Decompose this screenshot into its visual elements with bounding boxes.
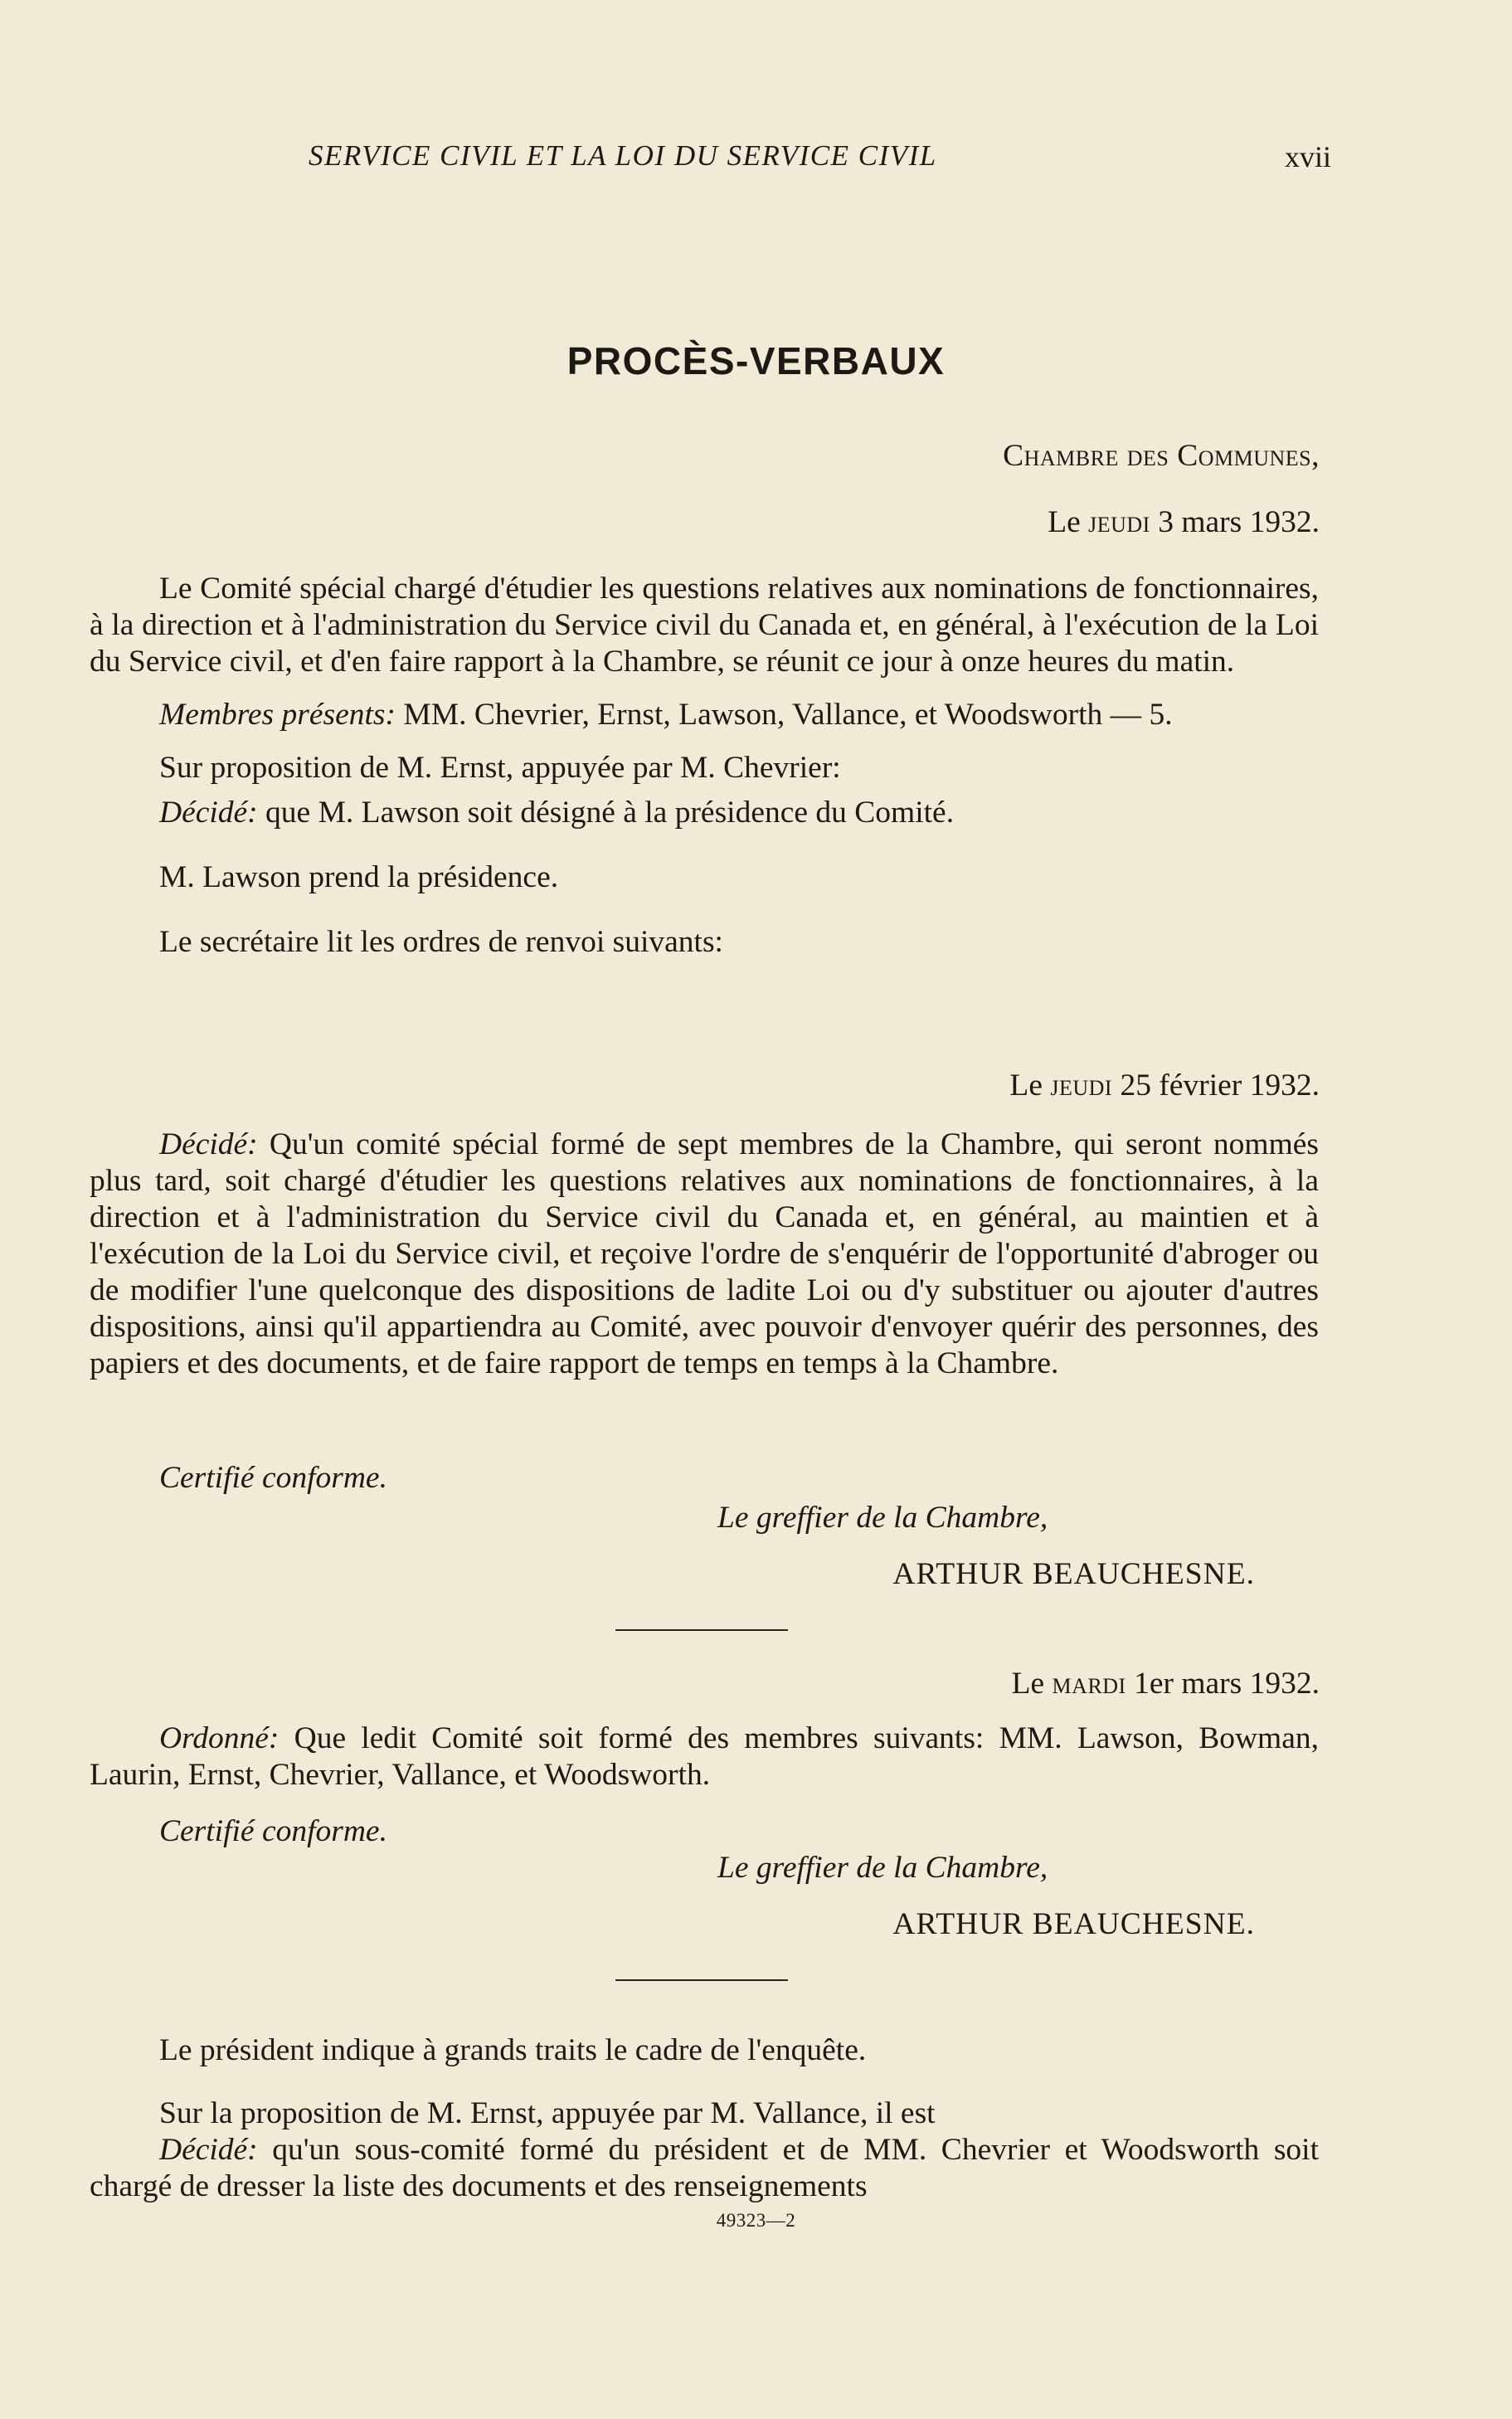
- place-line: Chambre des Communes,: [1003, 439, 1320, 473]
- date-weekday: mardi: [1052, 1667, 1126, 1701]
- president-line: Le président indique à grands traits le cadre de l'enquête.: [159, 2033, 867, 2067]
- date-rest: 3 mars 1932.: [1158, 505, 1320, 539]
- date-prefix: Le: [1011, 1667, 1045, 1701]
- ordered-label: Ordonné:: [159, 1721, 280, 1755]
- page-title: PROCÈS-VERBAUX: [566, 339, 946, 382]
- members-label: Membres présents:: [159, 698, 396, 732]
- reference-date: [1009, 1068, 1320, 1103]
- section-divider: [615, 1979, 788, 1981]
- order-text: Que ledit Comité soit formé des membres suivants: MM. Lawson, Bowman, Laurin, Ernst, Chevrier, Vallance, et Woodsworth.: [90, 1721, 1319, 1792]
- running-header-title: SERVICE CIVIL ET LA LOI DU SERVICE CIVIL: [309, 139, 937, 172]
- proposal-line: Sur la proposition de M. Ernst, appuyée par M. Vallance, il est: [159, 2096, 936, 2130]
- date-prefix: Le: [1048, 505, 1081, 539]
- order-date: [1012, 1666, 1320, 1701]
- print-code: 49323—2: [716, 2210, 796, 2231]
- chair-line: M. Lawson prend la présidence.: [159, 860, 559, 894]
- members-text: MM. Chevrier, Ernst, Lawson, Vallance, et Woodsworth — 5.: [403, 698, 1173, 732]
- page-number: xvii: [1284, 140, 1331, 173]
- clerk-title: Le greffier de la Chambre,: [717, 1501, 1048, 1535]
- final-section: [90, 2032, 1319, 2205]
- decision-line: [90, 795, 1319, 831]
- decide-label: Décidé:: [159, 1127, 258, 1161]
- certified-line: Certifié conforme.: [159, 1814, 387, 1848]
- order-section: [90, 1721, 1319, 1794]
- intro-section: [90, 571, 1319, 961]
- clerk-name: ARTHUR BEAUCHESNE.: [892, 1557, 1255, 1591]
- certified-line: Certifié conforme.: [159, 1461, 387, 1495]
- final-decision-text: qu'un sous-comité formé du président et de MM. Chevrier et Woodsworth soit chargé de dresser la liste des documents et des renseignements: [90, 2133, 1319, 2203]
- members-paragraph: [90, 697, 1319, 733]
- clerk-name: ARTHUR BEAUCHESNE.: [892, 1907, 1255, 1941]
- decide-label: Décidé:: [159, 796, 258, 830]
- date-rest: 25 février 1932.: [1120, 1068, 1320, 1102]
- proposal-line: Sur proposition de M. Ernst, appuyée par M. Chevrier:: [159, 751, 841, 785]
- meeting-date: [1048, 504, 1320, 540]
- reference-paragraph: [90, 1127, 1319, 1382]
- secretary-line: Le secrétaire lit les ordres de renvoi suivants:: [159, 925, 723, 959]
- order-paragraph: [90, 1721, 1319, 1794]
- date-rest: 1er mars 1932.: [1134, 1667, 1320, 1701]
- intro-paragraph: Le Comité spécial chargé d'étudier les questions relatives aux nominations de fonctionnaires, à la direction et à l'administration du Service civil du Canada et, en général, à l'exécution de la Loi du Service civil, et d'en faire rapport à la Chambre, se réunit ce jour à onze heures du matin.: [90, 572, 1319, 679]
- section-divider: [615, 1629, 788, 1631]
- decide-label: Décidé:: [159, 2133, 258, 2167]
- running-header: [0, 139, 1512, 189]
- date-weekday: jeudi: [1050, 1068, 1113, 1102]
- reference-order: [90, 1127, 1319, 1382]
- clerk-title: Le greffier de la Chambre,: [717, 1851, 1048, 1885]
- date-weekday: jeudi: [1088, 505, 1150, 539]
- date-prefix: Le: [1009, 1068, 1043, 1102]
- reference-text: Qu'un comité spécial formé de sept membres de la Chambre, qui seront nommés plus tard, soit chargé d'étudier les questions relatives aux nominations de fonctionnaires, à la direction et à l'administration du Service civil du Canada et, en général, au maintien et à l'exécution de la Loi du Service civil, et reçoive l'ordre de s'enquérir de l'opportunité d'abroger ou de modifier l'une quelconque des dispositions de ladite Loi ou d'y substituer ou ajouter d'autres dispositions, ainsi qu'il appartiendra au Comité, avec pouvoir d'envoyer quérir des personnes, des papiers et des documents, et de faire rapport de temps en temps à la Chambre.: [90, 1127, 1319, 1380]
- final-decision-paragraph: [90, 2132, 1319, 2205]
- decision-text: que M. Lawson soit désigné à la présidence du Comité.: [265, 796, 955, 830]
